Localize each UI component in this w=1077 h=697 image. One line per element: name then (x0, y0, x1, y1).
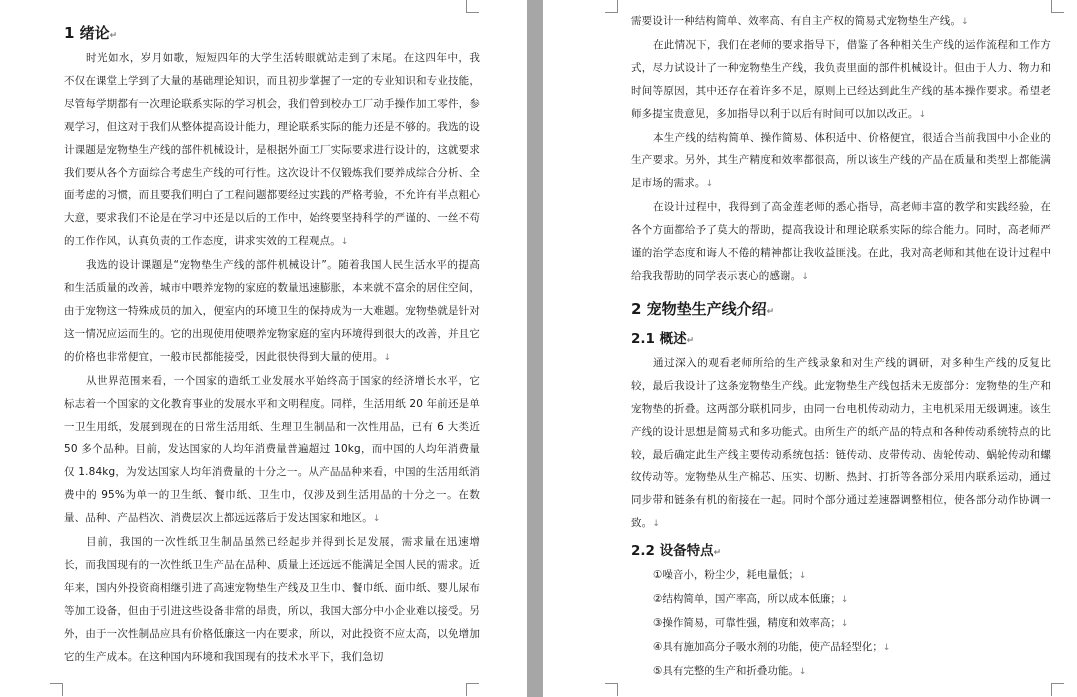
body-paragraph: 需要设计一种结构简单、效率高、有自主产权的简易式宠物垫生产线。↓ (631, 15, 969, 27)
section-2-2-heading: 2.2 设备特点↵ (631, 543, 722, 560)
document-page-right[interactable] (543, 0, 1077, 697)
body-paragraph: 本生产线的结构简单、操作简易、体积适中、价格便宜，很适合当前我国中小企业的生产要求。另外，其生产精度和效率都很高，所以该生产线的产品在质量和类型上都能满足市场的需求。↓ (631, 131, 1051, 190)
page-corner-mark (50, 683, 63, 696)
body-paragraph: 通过深入的观看老师所给的生产线录象和对生产线的调研，对多种生产线的反复比较，最后我设计了这条宠物垫生产线。此宠物垫生产线包括未无废部分：宠物垫的生产和宠物垫的折叠。这两部分联机同步，由同一台电机传动动力，主电机采用无级调速。该生产线的设计思想是简易式和多功能式。由所生产的纸产品的特点和各种传动系统特点的比较，最后确定此生产线主要传动系统包括：链传动、皮带传动、齿轮传动、蜗轮传动和螺纹传动等。宠物垫从生产棉芯、压实、切断、热封、打折等各部分采用内联系运动，通过同步带和链条有机的衔接在一起。同时个部分通过差速器调整相位，使各部分动作协调一致。↓ (631, 356, 1051, 530)
document-page-left[interactable] (0, 0, 527, 697)
section-2-1-heading: 2.1 概述↵ (631, 330, 695, 347)
right-page-content[interactable] (631, 10, 1051, 684)
body-paragraph: 我选的设计课题是“宠物垫生产线的部件机械设计”。随着我国人民生活水平的提高和生活质量的改善，城市中喂养宠物的家庭的数量迅速膨胀，本来就不富余的居住空间，由于宠物这一特殊成员的加入，便室内的环境卫生的保持成为一大难题。宠物垫就是针对这一情况应运而生的。它的出现使用使喂养宠物家庭的室内环境得到很大的改善，并且它的价格也非常便宜，一般市民都能接受，因此很快得到大量的使用。↓ (64, 259, 480, 363)
feature-list-item: ①噪音小，粉尘少，耗电量低；↓ (653, 569, 807, 582)
page-corner-mark (1051, 0, 1064, 13)
body-paragraph: 从世界范围来看，一个国家的造纸工业发展水平始终高于国家的经济增长水平，它标志着一个国家的文化教育事业的发展水平和文明程度。同样，生活用纸 20 年前还是单一卫生用纸，发展到现在的日常生活用纸、生理卫生制品和一次性用品，已有 6 大类近 50 多个品种。目前，发达国家的人均年消费量普遍超过 10kg，而中国的人均年消费量仅 1.84kg，为发达国家人均年消费量的十分之一。从产品品种来看，中国的生活用纸消费中的 95%为单一的卫生纸、餐巾纸、卫生巾，仅涉及到生活用品的十分之一。在数量、品种、产品档次、消费层次上都远远落后于发达国家和地区。↓ (64, 374, 480, 525)
page-corner-mark (466, 683, 479, 696)
page-corner-mark (1051, 683, 1064, 696)
feature-list-item: ⑤具有完整的生产和折叠功能。↓ (653, 665, 807, 678)
feature-list-item: ④具有施加高分子吸水剂的功能，使产品轻型化；↓ (653, 641, 891, 654)
feature-list-item: ③操作简易，可靠性强，精度和效率高；↓ (653, 617, 849, 630)
body-paragraph: 时光如水，岁月如歌，短短四年的大学生活转眼就站走到了末尾。在这四年中，我不仅在课堂上学到了大量的基础理论知识，而且初步掌握了一定的专业知识和专业技能，尽管每学期都有一次理论联系实际的学习机会，我们曾到校办工厂动手操作加工零件，参观学习，但这对于我们从整体提高设计能力，理论联系实际的能力还是不够的。我选的设计课题是宠物垫生产线的部件机械设计，是根据外面工厂实际要求进行设计的，这就要求我们要从各个方面综合考虑生产线的可行性。这次设计不仅锻炼我们要养成综合分析、全面考虑的习惯，而且要我们明白了工程问题都要经过实践的严格考验，不允许有半点粗心大意，要求我们不论是在学习中还是以后的工作中，始终要坚持科学的严谨的、一丝不苟的工作作风，认真负责的工作态度，讲求实效的工程观点。↓ (64, 52, 480, 248)
chapter2-heading: 2 宠物垫生产线介绍↵ (631, 299, 775, 318)
feature-list-item: ②结构简单，国产率高，所以成本低廉；↓ (653, 593, 849, 606)
body-paragraph: 在此情况下，我们在老师的要求指导下，借鉴了各种相关生产线的运作流程和工作方式，尽力试设计了一种宠物垫生产线，我负责里面的部件机械设计。但由于人力、物力和时间等原因，其中还存在着许多不足，原则上已经达到此生产线的基本操作要求。希望老师多提宝贵意见，多加指导以利于以后有时间可以加以改正。↓ (631, 38, 1051, 120)
left-page-content[interactable] (64, 22, 480, 668)
page-corner-mark (605, 0, 618, 13)
page-corner-mark (466, 0, 479, 13)
page-corner-mark (605, 683, 618, 696)
body-paragraph: 在设计过程中，我得到了高金莲老师的悉心指导，高老师丰富的教学和实践经验，在各个方面都给予了莫大的帮助，提高我设计和理论联系实际的综合能力。同时，高老师严谨的治学态度和诲人不倦的精神都让我收益匪浅。在此，我对高老师和其他在设计过程中给我我帮助的同学表示衷心的感谢。↓ (631, 201, 1051, 282)
body-paragraph: 目前，我国的一次性纸卫生制品虽然已经起步并得到长足发展，需求量在迅速增长，而我国现有的一次性纸卫生产品在品种、质量上还远远不能满足全国人民的需求。近年来，国内外投资商相继引进了高速宠物垫生产线及卫生巾、餐巾纸、面巾纸、婴儿尿布等加工设备，但由于引进这些设备非常的昂贵，所以，我国大部分中小企业难以接受。另外，由于一次性制品应具有价格低廉这一内在要求，所以，对此投资不应太高，以免增加它的生产成本。在这种国内环境和我国现有的技术水平下，我们急切 (64, 536, 480, 663)
chapter1-heading: 1 绪论↵ (64, 24, 118, 42)
